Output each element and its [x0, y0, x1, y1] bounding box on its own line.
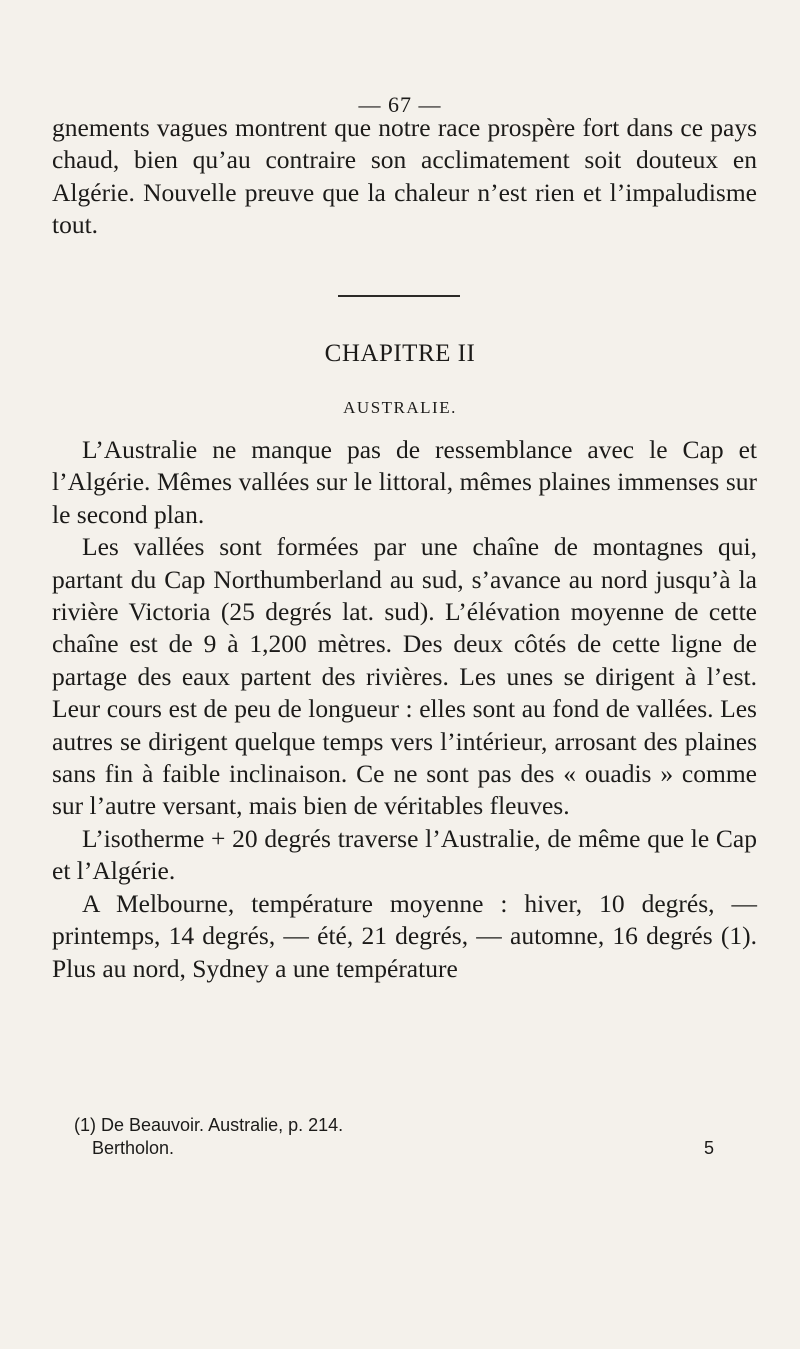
footnote-author-line — [74, 1137, 724, 1160]
paragraph-isotherm: L’isotherme + 20 degrés traverse l’Australie, de même que le Cap et l’Algérie. — [52, 823, 757, 886]
page-number: — 67 — — [358, 92, 442, 117]
opening-paragraph: gnements vagues montrent que notre race prospère fort dans ce pays chaud, bien qu’au contraire son acclimatement soit douteux en Algérie. Nouvelle preuve que la chaleur n’est rien et l’impaludisme tout. — [52, 113, 757, 240]
chapter-title: CHAPITRE II — [324, 340, 476, 367]
paragraph-valleys: Les vallées sont formées par une chaîne de montagnes qui, partant du Cap Northumberland au sud, s’avance au nord jusqu’à la rivière Victoria (25 degrés lat. sud). L’élévation moyenne de cette chaîne est de 9 à 1,200 mètres. Des deux côtés de cette ligne de partage des eaux partent des rivières. Les unes se dirigent à l’est. Leur cours est de peu de longueur : elles sont au fond de vallées. Les autres se dirigent quelque temps vers l’intérieur, arrosant des plaines sans fin à faible inclinaison. Ce ne sont pas des « ouadis » comme sur l’autre versant, mais bien de véritables fleuves. — [52, 532, 757, 821]
footnote — [74, 1114, 724, 1160]
section-divider — [338, 295, 460, 297]
opening-text-block — [52, 112, 757, 242]
paragraph-melbourne: A Melbourne, température moyenne : hiver, 10 degrés, — printemps, 14 degrés, — été, 21 degrés, — automne, 16 degrés (1). Plus au nord, Sydney a une température — [52, 888, 757, 983]
footnote-reference: (1) De Beauvoir. Australie, p. 214. — [74, 1115, 344, 1135]
footnote-author: Bertholon. — [92, 1138, 175, 1158]
footnote-reference-line — [74, 1114, 724, 1137]
printer-signature: 5 — [703, 1138, 714, 1158]
section-title: AUSTRALIE. — [343, 398, 457, 417]
paragraph-resemblance: L’Australie ne manque pas de ressemblance avec le Cap et l’Algérie. Mêmes vallées sur le littoral, mêmes plaines immenses sur le second plan. — [52, 435, 757, 529]
chapter-body — [52, 434, 757, 985]
